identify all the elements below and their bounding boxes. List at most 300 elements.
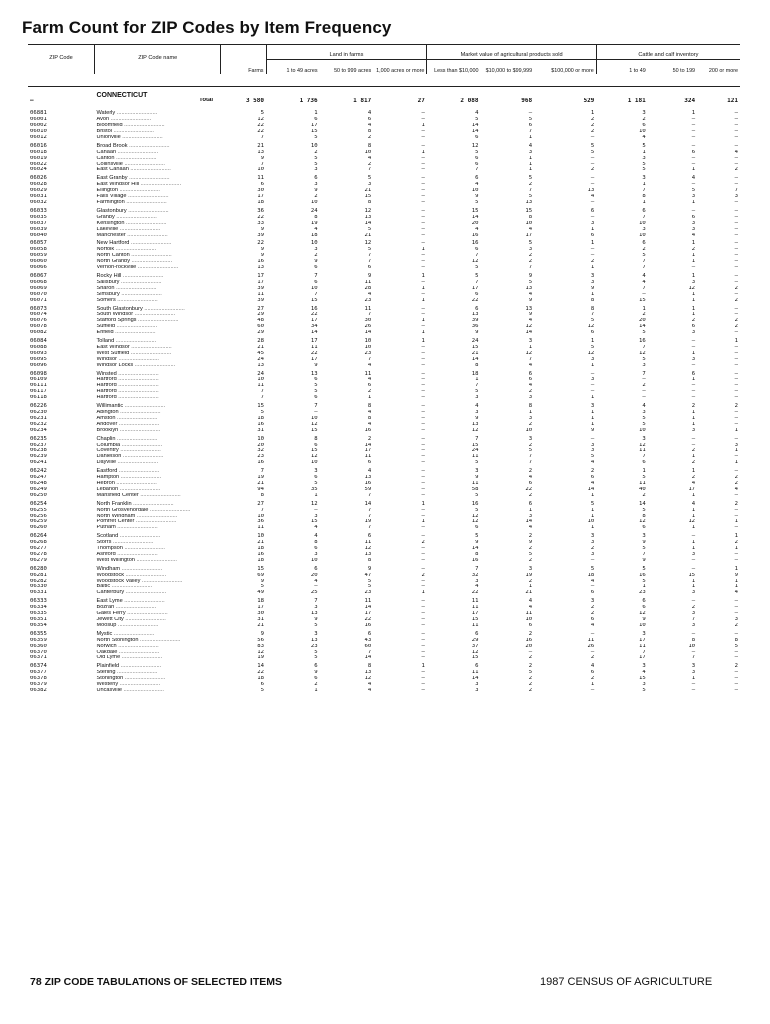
cell-land-50-999: 11 (364, 305, 372, 312)
cell-farms: 14 (257, 663, 265, 670)
cell-market-lt10k: 5 (475, 200, 479, 205)
table-row (28, 336, 740, 345)
cell-cattle-50-199: 3 (691, 663, 696, 670)
cell-cattle-1-49: 1 (642, 200, 646, 205)
cell-farms: 7 (260, 389, 265, 395)
cell-land-50-999: 7 (367, 513, 372, 519)
cell-market-10k-99k: 5 (528, 670, 533, 676)
cell-market-lt10k: 11 (471, 598, 479, 605)
cell-land-1-49: 9 (314, 188, 318, 194)
cell-cattle-50-199: 1 (691, 272, 696, 279)
cell-cattle-50-199: – (691, 557, 696, 563)
cell-cattle-200plus: 2 (734, 167, 738, 173)
cell-cattle-1-49: 5 (642, 421, 646, 427)
cell-land-1-49: 17 (310, 356, 318, 362)
cell-market-100kplus: 2 (590, 167, 595, 173)
cell-cattle-50-199: 1 (691, 578, 696, 584)
cell-land-50-999: 14 (364, 442, 372, 448)
cell-cattle-200plus: 4 (734, 149, 738, 155)
cell-land-50-999: 5 (367, 578, 372, 584)
cell-land-50-999: 5 (367, 584, 372, 590)
cell-land-1000plus: – (421, 265, 425, 271)
cell-cattle-200plus: 1 (734, 546, 738, 552)
cell-land-50-999: 14 (364, 220, 372, 226)
cell-market-lt10k: 12 (471, 513, 479, 519)
cell-market-10k-99k: 11 (525, 611, 533, 617)
cell-market-lt10k: 1 (475, 377, 479, 383)
cell-market-lt10k: 12 (471, 649, 479, 655)
cell-market-10k-99k: 10 (525, 220, 533, 226)
cell-land-1-49: 22 (310, 350, 318, 356)
cell-land-1-49: 2 (314, 253, 318, 259)
cell-farms: 22 (257, 123, 265, 129)
cell-farms: 83 (257, 643, 265, 649)
cell-market-100kplus: 26 (587, 643, 595, 649)
cell-land-1000plus: 1 (421, 318, 425, 324)
cell-land-50-999: 59 (364, 486, 372, 492)
cell-cattle-50-199: 1 (691, 507, 696, 513)
cell-cattle-200plus: – (734, 247, 738, 253)
cell-market-lt10k: 22 (471, 590, 479, 596)
cell-land-50-999: 8 (367, 142, 372, 149)
cell-cattle-200plus: – (734, 129, 738, 135)
cell-zip: 06255 (30, 507, 47, 513)
cell-land-1000plus: – (421, 155, 425, 161)
cell-cattle-50-199: – (691, 435, 696, 442)
cell-farms: 9 (260, 226, 265, 232)
footer-right: 1987 CENSUS OF AGRICULTURE (540, 976, 713, 988)
cell-market-lt10k: 14 (471, 356, 479, 362)
cell-name: Andover .......................... (96, 421, 160, 427)
cell-farms: 19 (257, 655, 265, 661)
state-name: CONNECTICUT (96, 91, 148, 99)
cell-zip: 06281 (30, 572, 47, 578)
cell-land-1000plus: – (421, 468, 425, 475)
cell-market-lt10k: 9 (475, 540, 479, 546)
cell-name: Enfield .......................... (96, 330, 156, 336)
cell-zip: 06010 (30, 129, 47, 135)
cell-market-100kplus: 5 (590, 149, 595, 155)
cell-market-10k-99k: 2 (528, 182, 533, 188)
cell-zip: 06026 (30, 175, 47, 182)
cell-market-lt10k: 9 (475, 194, 479, 200)
cell-market-100kplus: 3 (590, 279, 595, 285)
cell-zip: 06371 (30, 655, 47, 661)
cell-name: West Willington .......................... (96, 557, 177, 563)
cell-market-10k-99k: 2 (528, 557, 533, 563)
cell-market-lt10k: 5 (475, 117, 479, 123)
cell-market-100kplus: 3 (590, 403, 595, 410)
cell-land-50-999: 12 (364, 676, 372, 682)
cell-market-lt10k: 8 (475, 362, 479, 368)
cell-market-100kplus: 4 (590, 194, 595, 200)
cell-market-100kplus: 2 (590, 259, 595, 265)
cell-market-100kplus: – (590, 182, 595, 188)
cell-land-1000plus: – (421, 362, 425, 368)
cell-cattle-50-199: 2 (691, 247, 696, 253)
cell-market-lt10k: 5 (475, 265, 479, 271)
cell-market-lt10k: 12 (471, 519, 479, 525)
cell-cattle-1-49: 5 (642, 330, 646, 336)
cell-land-50-999: 9 (367, 565, 372, 572)
cell-name: Thompson .......................... (96, 546, 165, 552)
cell-cattle-50-199: 1 (691, 540, 696, 546)
cell-cattle-200plus: – (734, 598, 738, 605)
cell-market-lt10k: 11 (471, 670, 479, 676)
cell-farms: 16 (257, 259, 265, 265)
cell-zip: 06066 (30, 265, 47, 271)
cell-zip: 06098 (30, 370, 47, 377)
cell-market-10k-99k: 21 (525, 590, 533, 596)
cell-land-50-999: 17 (364, 611, 372, 617)
cell-farms: 9 (260, 253, 265, 259)
cell-cattle-1-49: 4 (642, 403, 646, 410)
cell-cattle-1-49: 3 (642, 663, 646, 670)
cell-farms: 60 (257, 324, 265, 330)
cell-name: Glastonbury .......................... (96, 207, 169, 214)
cell-cattle-1-49: 6 (642, 460, 646, 466)
cell-cattle-1-49: 9 (642, 617, 646, 622)
cell-cattle-50-199: 1 (691, 297, 696, 303)
cell-land-50-999: 11 (364, 279, 372, 285)
cell-land-1-49: 15 (310, 448, 318, 454)
cell-land-1000plus: – (421, 312, 425, 318)
cell-cattle-50-199: 10 (688, 643, 696, 649)
cell-land-1-49: 5 (314, 655, 318, 661)
cell-land-1000plus: 2 (421, 540, 425, 546)
cell-land-1000plus: – (421, 279, 425, 285)
cell-market-100kplus: 3 (590, 442, 595, 448)
cell-land-1000plus: – (421, 507, 425, 513)
cell-market-100kplus: 1 (590, 240, 595, 247)
cell-zip: 06019 (30, 155, 47, 161)
cell-cattle-1-49: 5 (642, 253, 646, 259)
cell-farms: 15 (257, 403, 265, 410)
table-row (28, 173, 740, 182)
cell-zip: 06093 (30, 350, 47, 356)
cell-farms: 12 (257, 649, 265, 655)
cell-cattle-200plus: 7 (734, 188, 738, 194)
cell-land-1000plus: – (421, 617, 425, 622)
cell-cattle-200plus: – (734, 605, 738, 611)
cell-cattle-50-199: 2 (691, 460, 696, 466)
cell-zip: 06073 (30, 305, 47, 312)
cell-cattle-200plus: 9 (734, 572, 738, 578)
cell-cattle-1-49: 3 (642, 435, 646, 442)
cell-land-1-49: 1 (314, 492, 318, 498)
cell-zip: 06070 (30, 291, 47, 297)
cell-zip: 06058 (30, 247, 47, 253)
cell-farms: 12 (257, 117, 265, 123)
cell-market-lt10k: 15 (471, 617, 479, 622)
cell-land-50-999: 10 (364, 338, 372, 345)
cell-cattle-50-199: 1 (691, 421, 696, 427)
cell-name: Mystic .......................... (96, 630, 155, 637)
cell-market-100kplus: – (590, 155, 595, 161)
cell-land-1000plus: 1 (421, 519, 425, 525)
cell-market-lt10k: 5 (475, 149, 479, 155)
cell-cattle-200plus: – (734, 291, 738, 297)
cell-land-1000plus: – (421, 383, 425, 389)
cell-land-1-49: 17 (310, 318, 318, 324)
cell-land-1-49: 12 (310, 500, 318, 507)
cell-cattle-1-49: 5 (642, 475, 646, 481)
cell-land-1-49: 5 (314, 155, 318, 161)
cell-farms: 69 (257, 572, 265, 578)
cell-name: North Franklin .......................... (96, 500, 174, 507)
table-row (28, 304, 740, 313)
cell-cattle-200plus: 4 (734, 590, 738, 596)
cell-market-100kplus: – (590, 435, 595, 442)
cell-land-1-49: 10 (310, 142, 318, 149)
cell-cattle-200plus: – (734, 611, 738, 617)
cell-market-10k-99k: 5 (528, 551, 533, 557)
cell-cattle-1-49: 5 (642, 415, 646, 421)
cell-market-100kplus: 1 (590, 507, 595, 513)
cell-market-10k-99k: 6 (528, 377, 533, 383)
table-row (28, 564, 740, 573)
farm-count-table (28, 44, 740, 694)
col-market-100kplus: $100,000 or more (551, 67, 594, 74)
cell-cattle-200plus: 1 (734, 584, 738, 590)
cell-farms: 5 (260, 410, 265, 415)
cell-cattle-50-199: – (691, 395, 696, 401)
cell-name: Woodstock Valley .......................... (96, 578, 183, 584)
cell-cattle-1-49: 1 (642, 149, 646, 155)
cell-cattle-50-199: 1 (691, 291, 696, 297)
cell-land-1000plus: – (421, 676, 425, 682)
cell-name: Chaplin .......................... (96, 435, 158, 442)
total-label: Total (199, 98, 213, 104)
cell-land-50-999: 21 (364, 232, 372, 238)
cell-market-10k-99k: 4 (528, 291, 533, 297)
cell-land-1-49: 3 (314, 468, 318, 475)
cell-zip: 06259 (30, 519, 47, 525)
table-row (28, 369, 740, 378)
cell-market-100kplus: 1 (590, 291, 595, 297)
cell-land-1000plus: – (421, 448, 425, 454)
cell-market-10k-99k: 6 (528, 500, 533, 507)
cell-market-lt10k: 17 (471, 285, 479, 291)
cell-market-10k-99k: 12 (525, 350, 533, 356)
cell-cattle-1-49: 5 (642, 167, 646, 173)
cell-land-50-999: 7 (367, 253, 372, 259)
cell-market-lt10k: 14 (471, 214, 479, 220)
table-row (28, 531, 740, 540)
cell-land-50-999: 6 (367, 630, 372, 637)
cell-zip: 06234 (30, 427, 47, 433)
cell-cattle-50-199: – (691, 161, 696, 167)
cell-land-50-999: 60 (364, 643, 372, 649)
cell-land-1000plus: – (421, 442, 425, 448)
cell-zip: 06881 (30, 110, 47, 117)
col-cattle-1-49: 1 to 49 (596, 60, 647, 74)
cell-land-50-999: 28 (364, 285, 372, 291)
cell-land-50-999: 16 (364, 622, 372, 628)
cell-market-lt10k: 3 (475, 578, 479, 584)
cell-farms: 16 (257, 460, 265, 466)
cell-farms: 5 (260, 110, 265, 117)
cell-market-lt10k: 14 (471, 676, 479, 682)
cell-land-1-49: 6 (314, 377, 318, 383)
cell-zip: 06351 (30, 617, 47, 622)
cell-land-1000plus: – (421, 427, 425, 433)
cell-market-10k-99k: 4 (528, 383, 533, 389)
cell-market-100kplus: 1 (590, 265, 595, 271)
cell-zip: 06032 (30, 200, 47, 205)
cell-market-10k-99k: 13 (525, 305, 533, 312)
cell-land-50-999: 8 (367, 129, 372, 135)
cell-land-1000plus: – (421, 598, 425, 605)
cell-market-100kplus: 13 (587, 188, 595, 194)
cell-cattle-1-49: 12 (639, 350, 646, 356)
cell-zip: 06029 (30, 188, 47, 194)
cell-land-1000plus: – (421, 557, 425, 563)
cell-cattle-1-49: 2 (642, 492, 646, 498)
table-row (28, 596, 740, 605)
cell-cattle-50-199: 3 (691, 611, 696, 617)
cell-zip: 06033 (30, 207, 47, 214)
cell-zip: 06226 (30, 403, 47, 410)
cell-cattle-1-49: 10 (639, 129, 646, 135)
cell-market-10k-99k: 4 (528, 362, 533, 368)
cell-market-lt10k: 32 (471, 572, 479, 578)
cell-cattle-200plus: – (734, 155, 738, 161)
cell-cattle-50-199: 2 (691, 448, 696, 454)
cell-land-1-49: 12 (310, 421, 318, 427)
cell-market-lt10k: 17 (471, 611, 479, 617)
cell-market-10k-99k: 2 (528, 421, 533, 427)
cell-cattle-50-199: 1 (691, 305, 696, 312)
cell-land-1-49: 1 (314, 110, 318, 117)
cell-land-1-49: – (314, 584, 318, 590)
cell-land-1000plus: – (421, 584, 425, 590)
cell-market-10k-99k: 1 (528, 167, 533, 173)
cell-market-100kplus: 1 (590, 415, 595, 421)
cell-land-50-999: 2 (367, 389, 372, 395)
cell-market-lt10k: 11 (471, 480, 479, 486)
cell-land-1-49: 19 (310, 220, 318, 226)
cell-cattle-50-199: – (691, 344, 696, 350)
cell-cattle-200plus: 4 (734, 486, 738, 492)
cell-cattle-50-199: 3 (691, 427, 696, 433)
cell-market-10k-99k: 6 (528, 370, 533, 377)
cell-cattle-50-199: 2 (691, 475, 696, 481)
cell-cattle-200plus: 5 (734, 643, 738, 649)
cell-zip: 06088 (30, 344, 47, 350)
cell-land-1-49: 13 (310, 370, 318, 377)
total-farms: 3 580 (245, 98, 265, 105)
cell-market-10k-99k: 15 (525, 207, 533, 214)
cell-farms: 10 (257, 167, 265, 173)
cell-market-lt10k: 7 (475, 383, 479, 389)
cell-market-lt10k: 6 (475, 175, 479, 182)
cell-cattle-200plus: – (734, 117, 738, 123)
cell-cattle-1-49: 4 (642, 670, 646, 676)
table-row (28, 206, 740, 215)
cell-cattle-200plus: – (734, 253, 738, 259)
cell-cattle-1-49: 10 (639, 232, 646, 238)
cell-name: Scotland .......................... (96, 533, 161, 540)
cell-farms: 16 (257, 551, 265, 557)
cell-farms: 31 (257, 617, 265, 622)
cell-land-1-49: 12 (310, 454, 318, 460)
cell-cattle-1-49: 10 (639, 622, 646, 628)
cell-market-100kplus: 1 (590, 513, 595, 519)
cell-land-1000plus: – (421, 350, 425, 356)
cell-land-1-49: 34 (310, 324, 318, 330)
cell-land-50-999: 5 (367, 247, 372, 253)
cell-land-50-999: 7 (367, 492, 372, 498)
cell-land-1-49: 10 (310, 460, 318, 466)
cell-farms: 10 (257, 533, 265, 540)
cell-market-10k-99k: 5 (528, 240, 533, 247)
col-land-1-49: 1 to 49 acres (266, 60, 320, 74)
cell-cattle-1-49: 4 (642, 279, 646, 285)
cell-farms: 36 (257, 207, 265, 214)
cell-farms: 17 (257, 279, 265, 285)
cell-cattle-200plus: – (734, 207, 738, 214)
cell-name: Norwich .......................... (96, 643, 159, 649)
cell-land-1-49: 17 (310, 123, 318, 129)
cell-land-50-999: 4 (367, 362, 372, 368)
cell-market-lt10k: 22 (471, 297, 479, 303)
cell-farms: 7 (260, 507, 265, 513)
cell-farms: 7 (260, 134, 265, 140)
cell-cattle-1-49: 12 (639, 442, 646, 448)
cell-name: Ashford .......................... (96, 551, 158, 557)
cell-market-10k-99k: 2 (528, 259, 533, 265)
cell-market-100kplus: 5 (590, 318, 595, 324)
cell-zip: 06022 (30, 161, 47, 167)
cell-land-1000plus: – (421, 670, 425, 676)
cell-zip: 06082 (30, 330, 47, 336)
cell-market-100kplus: 12 (587, 350, 595, 356)
cell-land-1-49: 10 (310, 415, 318, 421)
cell-farms: 9 (260, 155, 265, 161)
cell-market-10k-99k: 2 (528, 533, 533, 540)
cell-zip: 06379 (30, 682, 47, 688)
cell-farms: 6 (260, 682, 265, 688)
cell-market-100kplus: 3 (590, 533, 595, 540)
cell-market-100kplus: 2 (590, 546, 595, 552)
cell-market-100kplus: 6 (590, 590, 595, 596)
cell-land-50-999: 30 (364, 318, 372, 324)
cell-market-lt10k: 7 (475, 565, 479, 572)
cell-land-1000plus: – (421, 370, 425, 377)
cell-land-1-49: 9 (314, 617, 318, 622)
cell-market-100kplus: 3 (590, 448, 595, 454)
cell-zip: 06231 (30, 415, 47, 421)
cell-cattle-200plus: 1 (734, 460, 738, 466)
col-zip-name: ZIP Code name (94, 45, 221, 74)
cell-market-100kplus: 8 (590, 297, 595, 303)
cell-zip: 06069 (30, 285, 47, 291)
cell-farms: 9 (260, 578, 265, 584)
cell-market-10k-99k: 10 (525, 427, 533, 433)
cell-zip: 06249 (30, 486, 47, 492)
cell-cattle-1-49: 7 (642, 551, 646, 557)
cell-cattle-50-199: 1 (691, 110, 696, 117)
cell-cattle-50-199: 1 (691, 240, 696, 247)
cell-name: North Stonington .......................... (96, 637, 181, 643)
cell-land-1000plus: – (421, 356, 425, 362)
cell-cattle-50-199: 17 (688, 486, 696, 492)
total-cattle-200plus: 121 (727, 98, 738, 105)
cell-market-lt10k: 3 (475, 682, 479, 688)
cell-market-10k-99k: 7 (528, 265, 533, 271)
cell-market-lt10k: 6 (475, 247, 479, 253)
